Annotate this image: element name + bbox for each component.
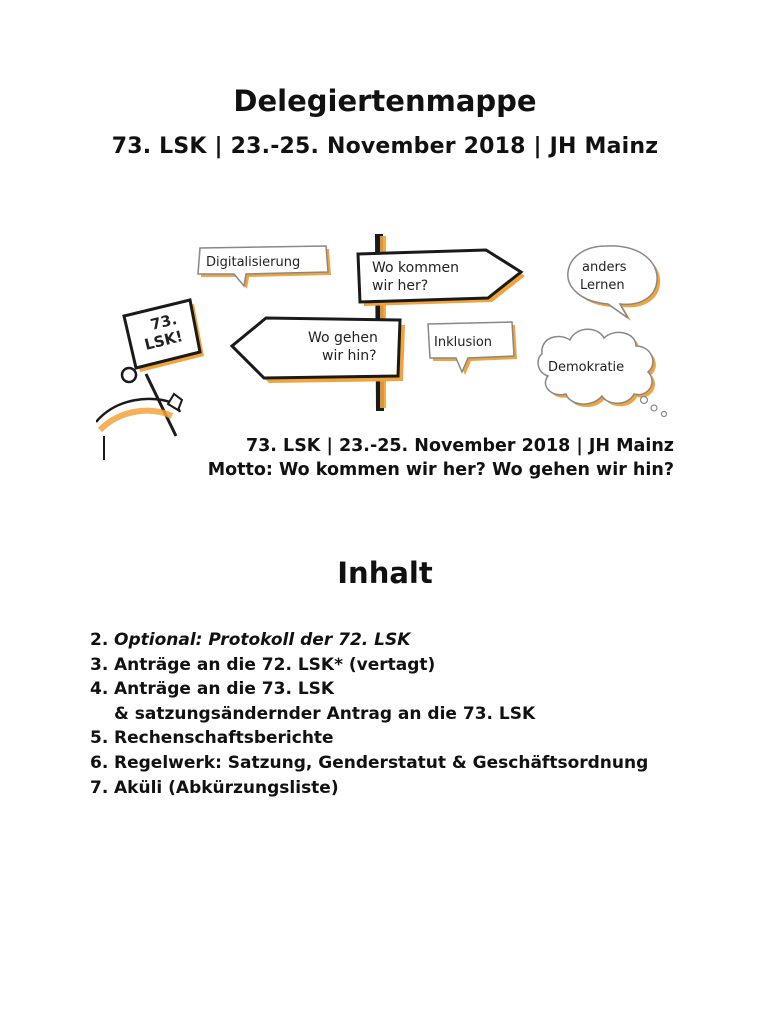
bubble-demokratie-text: Demokratie [548, 360, 625, 375]
toc-item-text: Anträge an die 72. LSK* (vertagt) [114, 654, 436, 675]
toc-item-number: 5. [90, 728, 109, 749]
toc-item-text: Optional: Protokoll der 72. LSK [114, 630, 411, 650]
toc-item-continuation: & satzungsändernder Antrag an die 73. LSK [114, 703, 536, 724]
arrow-right-line1: Wo kommen [372, 260, 459, 276]
toc-item-text: Regelwerk: Satzung, Genderstatut & Geschäftsordnung [114, 752, 649, 773]
toc-item-6 [90, 751, 710, 776]
bubble-inklusion-text: Inklusion [434, 335, 493, 350]
toc-item-number: 6. [90, 752, 109, 773]
held-sign-line1: 73. [148, 309, 179, 334]
document-subtitle: 73. LSK | 23.-25. November 2018 | JH Mainz [111, 134, 659, 159]
arrow-left-line2: wir hin? [322, 348, 377, 364]
contents-heading: Inhalt [337, 556, 433, 590]
bubble-digitalisierung-text: Digitalisierung [206, 255, 301, 270]
bubble-anders-lernen-line1: anders [582, 260, 627, 275]
toc-item-number: 4. [90, 679, 109, 700]
table-of-contents [90, 628, 710, 800]
toc-item-7 [90, 776, 710, 801]
toc-item-2 [90, 628, 710, 653]
held-sign-line2: LSK! [142, 327, 185, 354]
arrow-left-line1: Wo gehen [308, 330, 378, 346]
document-title: Delegiertenmappe [233, 84, 537, 118]
toc-item-5 [90, 726, 710, 751]
toc-item-number: 7. [90, 777, 109, 798]
bubble-anders-lernen-line2: Lernen [580, 278, 625, 293]
illustration-caption-dates: 73. LSK | 23.-25. November 2018 | JH Mainz [245, 436, 674, 456]
toc-item-text: Aküli (Abkürzungsliste) [114, 777, 339, 798]
illustration-caption-motto: Motto: Wo kommen wir her? Wo gehen wir hin? [207, 460, 674, 480]
toc-item-4 [90, 677, 710, 726]
motto-illustration [96, 226, 680, 488]
toc-item-number: 2. [90, 630, 109, 650]
toc-item-text: Rechenschaftsberichte [114, 728, 334, 749]
person-hand [122, 368, 136, 382]
arrow-right-line2: wir her? [372, 278, 429, 294]
toc-item-number: 3. [90, 654, 109, 675]
toc-item-3 [90, 653, 710, 678]
toc-item-text: Anträge an die 73. LSK [114, 679, 335, 700]
